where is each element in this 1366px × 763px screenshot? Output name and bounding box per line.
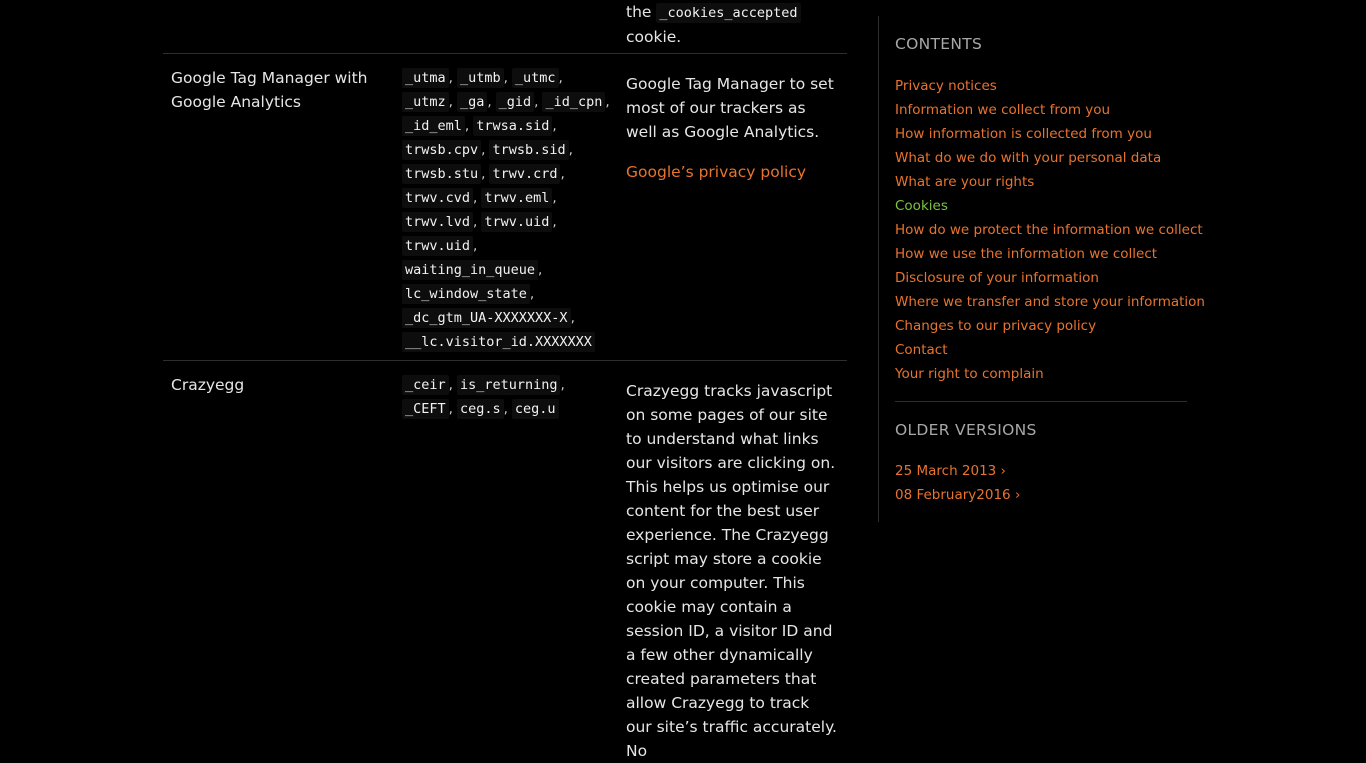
separator: , [473,190,477,206]
table-row [163,361,847,763]
sidebar-link-what-do-we-do-with-your-personal-data[interactable]: What do we do with your personal data [895,150,1161,166]
service-name: Google Tag Manager with Google Analytics [171,69,368,111]
service-name: Crazyegg [171,376,244,394]
sidebar-link-where-we-transfer-and-store-your-information[interactable]: Where we transfer and store your information [895,294,1205,310]
cookie-name: trwv.eml [481,188,552,208]
separator: , [538,262,542,278]
cookie-name: trwsa.sid [473,116,552,136]
older-version-link[interactable]: 08 February2016 › [895,487,1020,503]
cookie-name: lc_window_state [402,284,530,304]
separator: , [487,94,491,110]
table-row [163,0,847,54]
table-cell-description [626,54,847,361]
contents-list [895,74,1205,386]
sidebar-link-your-right-to-complain[interactable]: Your right to complain [895,366,1044,382]
table-cell-name [163,54,402,361]
list-item [895,362,1205,386]
separator: , [449,70,453,86]
sidebar-link-cookies[interactable]: Cookies [895,198,948,214]
cookie-name: _id_eml [402,116,465,136]
table-cell-cookies [402,361,626,763]
table-cell-cookies [402,54,626,361]
cookie-table [163,0,847,763]
separator: , [449,377,453,393]
sidebar-link-disclosure-of-your-information[interactable]: Disclosure of your information [895,270,1099,286]
sidebar-link-how-we-use-the-information-we-collect[interactable]: How we use the information we collect [895,246,1157,262]
cookie-name: _ceir [402,375,449,395]
cookie-name: trwv.lvd [402,212,473,232]
cookie-name: trwv.cvd [402,188,473,208]
sidebar-link-information-we-collect-from-you[interactable]: Information we collect from you [895,102,1110,118]
description-suffix: cookie. [626,28,681,46]
sidebar [878,16,1187,522]
sidebar-link-how-information-is-collected-from-you[interactable]: How information is collected from you [895,126,1152,142]
sidebar-link-privacy-notices[interactable]: Privacy notices [895,78,997,94]
list-item [895,483,1020,507]
cookie-name: waiting_in_queue [402,260,538,280]
list-item [895,194,1205,218]
cookie-name: __lc.visitor_id.XXXXXXX [402,332,595,352]
separator: , [534,94,538,110]
separator: , [481,166,485,182]
list-item [895,122,1205,146]
separator: , [449,94,453,110]
cookie-name: _ga [457,92,487,112]
list-item [895,459,1020,483]
table-cell-name [163,361,402,763]
cookie-name: _utmb [457,68,504,88]
separator: , [605,94,609,110]
sidebar-link-what-are-your-rights[interactable]: What are your rights [895,174,1034,190]
google-privacy-policy-link[interactable]: Google’s privacy policy [626,160,839,184]
separator: , [552,190,556,206]
cookie-name: _id_cpn [542,92,605,112]
separator: , [504,70,508,86]
separator: , [449,401,453,417]
list-item [895,242,1205,266]
cookie-name: is_returning [457,375,561,395]
table-cell-description [626,0,847,54]
separator: , [473,238,477,254]
cookie-name: ceg.u [512,399,559,419]
list-item [895,74,1205,98]
service-description: Google Tag Manager to set most of our trackers as well as Google Analytics. [626,75,834,141]
cookie-name: _utma [402,68,449,88]
cookie-name: trwv.uid [402,236,473,256]
list-item [895,170,1205,194]
cookie-name: _utmz [402,92,449,112]
cookie-list [402,66,626,354]
cookie-name: _gid [496,92,535,112]
separator: , [560,377,564,393]
table-cell-name [163,0,402,54]
sidebar-link-changes-to-our-privacy-policy[interactable]: Changes to our privacy policy [895,318,1096,334]
list-item [895,266,1205,290]
cookie-name: _cookies_accepted [656,3,800,23]
cookie-name: trwv.uid [481,212,552,232]
separator: , [571,310,575,326]
cookie-name: _dc_gtm_UA-XXXXXXX-X [402,308,571,328]
separator: , [560,166,564,182]
separator: , [504,401,508,417]
cookie-name: _utmc [512,68,559,88]
separator: , [473,214,477,230]
older-versions-heading: OLDER VERSIONS [895,421,1037,439]
cookie-name: trwsb.stu [402,164,481,184]
sidebar-link-contact[interactable]: Contact [895,342,948,358]
separator: , [552,118,556,134]
list-item [895,338,1205,362]
separator: , [530,286,534,302]
older-version-link[interactable]: 25 March 2013 › [895,463,1006,479]
separator: , [559,70,563,86]
separator: , [465,118,469,134]
separator: , [552,214,556,230]
table-cell-description [626,361,847,763]
list-item [895,290,1205,314]
list-item [895,218,1205,242]
list-item [895,98,1205,122]
separator: , [481,142,485,158]
cookie-name: trwsb.sid [489,140,568,160]
cookie-name: trwv.crd [489,164,560,184]
list-item [895,314,1205,338]
cookie-name: _CEFT [402,399,449,419]
cookie-name: trwsb.cpv [402,140,481,160]
divider [895,401,1187,402]
cookie-list [402,373,626,421]
list-item [895,146,1205,170]
sidebar-link-how-do-we-protect-the-information-we-collect[interactable]: How do we protect the information we collect [895,222,1203,238]
table-row [163,54,847,361]
older-versions-list [895,459,1020,507]
service-description: Crazyegg tracks javascript on some pages of our site to understand what links our visitors are clicking on. This helps us optimise our content for the best user experience. The Crazyegg script may store a cookie on your computer. This cookie may contain a session ID, a visitor ID and a few other dynamically created parameters that allow Crazyegg to track our site’s traffic accurately. No [626,382,837,760]
table-cell-cookies [402,0,626,54]
contents-heading: CONTENTS [895,35,982,53]
description-prefix: the [626,3,651,21]
cookie-name: ceg.s [457,399,504,419]
separator: , [569,142,573,158]
cookie-table-section [163,0,847,763]
